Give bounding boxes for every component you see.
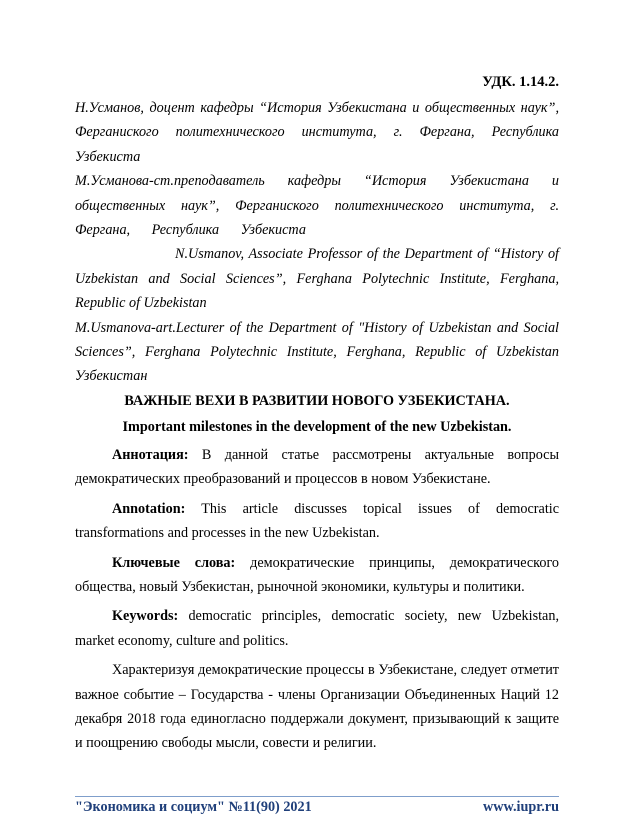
author-ru-2-line2: общественных наук”, Ферганиского политехнического института, г. <box>75 197 559 214</box>
keywords-en <box>75 604 559 653</box>
author-en-1-line1: N.Usmanov, Associate Professor of the Department of “History of <box>175 246 559 263</box>
author-en-2-line1: M.Usmanova-art.Lecturer of the Department of "History of Uzbekistan and Social <box>75 319 559 336</box>
abstract-en <box>75 497 559 546</box>
abstract-ru <box>75 443 559 492</box>
keywords-ru-text: демократические принципы, демократического общества, новый Узбекистан, рыночной экономики, культуры и политики. <box>75 554 560 595</box>
abstract-en-label: Annotation: <box>112 500 186 517</box>
abstract-ru-text: В данной статье рассмотрены актуальные вопросы демократических преобразований и процессов в новом Узбекистане. <box>75 446 559 488</box>
keywords-ru-label: Ключевые слова: <box>112 554 236 571</box>
footer-journal: "Экономика и социум" №11(90) 2021 <box>75 799 312 815</box>
author-ru-1-line3: Узбекиста <box>75 148 141 165</box>
page-footer <box>75 797 559 817</box>
author-ru-2-line1: М.Усманова-ст.преподаватель кафедры “История Узбекистана и <box>75 173 559 190</box>
author-en-2-line3: Узбекистан <box>75 368 148 385</box>
title-en: Important milestones in the development of the new Uzbekistan. <box>122 418 512 435</box>
article-page <box>75 70 559 756</box>
author-en-2-line2: Sciences”, Ferghana Polytechnic Institute, Ferghana, Republic of Uzbekistan <box>75 344 559 361</box>
abstract-en-text: This article discusses topical issues of democratic transformations and processes in the new Uzbekistan. <box>75 500 559 542</box>
author-en-1-line2: Uzbekistan and Social Sciences”, Ferghana Polytechnic Institute, Ferghana, <box>75 270 559 287</box>
author-ru-2-line3: Фергана, Республика Узбекиста <box>75 222 306 239</box>
body-paragraph-1: Характеризуя демократические процессы в Узбекистане, следует отметит важное событие – Государства - члены Организации Объединенных Наций 12 декабря 2018 года единогласно поддержали документ, призывающий к защите и поощрению свободы мысли, совести и религии. <box>75 662 559 752</box>
author-ru-1-line2: Ферганиского политехнического института, г. Фергана, Республика <box>75 124 559 141</box>
keywords-ru <box>75 551 559 600</box>
footer-website-link[interactable]: www.iupr.ru <box>483 799 559 815</box>
abstract-ru-label: Аннотация: <box>112 446 189 463</box>
author-en-1-line3: Republic of Uzbekistan <box>75 295 207 312</box>
udk-code: УДК. 1.14.2. <box>482 74 559 90</box>
keywords-en-label: Keywords: <box>112 608 179 625</box>
author-ru-1-line1: Н.Усманов, доцент кафедры “История Узбекистана и общественных наук”, <box>75 100 559 116</box>
title-ru: ВАЖНЫЕ ВЕХИ В РАЗВИТИИ НОВОГО УЗБЕКИСТАНА. <box>124 392 510 409</box>
keywords-en-text: democratic principles, democratic society, new Uzbekistan, market economy, culture and politics. <box>75 608 559 649</box>
